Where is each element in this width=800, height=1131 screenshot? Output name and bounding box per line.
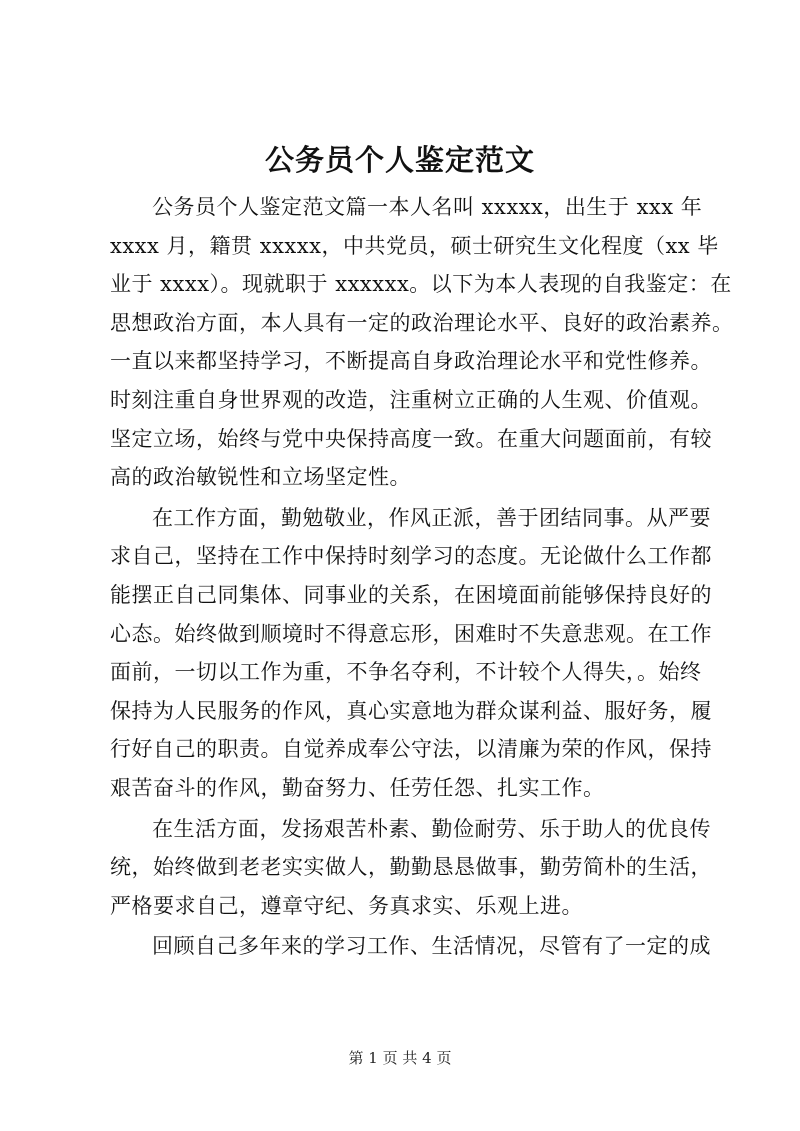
- text-line: 行好自己的职责。自觉养成奉公守法，以清廉为荣的作风，保持: [110, 737, 712, 762]
- text-line: 严格要求自己，遵章守纪、务真求实、乐观上进。: [110, 893, 583, 918]
- text-line: 心态。始终做到顺境时不得意忘形，困难时不失意悲观。在工作: [110, 621, 712, 646]
- text-line: 一直以来都坚持学习，不断提高自身政治理论水平和党性修养。: [110, 349, 712, 374]
- document-body: [110, 188, 734, 966]
- text-line: 时刻注重自身世界观的改造，注重树立正确的人生观、价值观。: [110, 387, 712, 412]
- text-line: 在生活方面，发扬艰苦朴素、勤俭耐劳、乐于助人的优良传: [152, 816, 711, 841]
- text-line: 公务员个人鉴定范文篇一本人名叫 xxxxx，出生于 xxx 年: [152, 195, 703, 219]
- text-line: 求自己，坚持在工作中保持时刻学习的态度。无论做什么工作都: [110, 544, 712, 569]
- text-line: 保持为人民服务的作风，真心实意地为群众谋利益、服好务，履: [110, 698, 712, 723]
- paragraph-4: [110, 927, 711, 966]
- text-line: 面前，一切以工作为重，不争名夺利，不计较个人得失，。始终: [110, 660, 702, 685]
- text-line: 统，始终做到老老实实做人，勤勤恳恳做事，勤劳简朴的生活，: [110, 855, 712, 880]
- paragraph-3: [110, 810, 712, 926]
- text-line: 艰苦奋斗的作风，勤奋努力、任劳任怨、扎实工作。: [110, 775, 605, 800]
- text-line: 回顾自己多年来的学习工作、生活情况，尽管有了一定的成: [152, 934, 711, 959]
- text-line: 坚定立场，始终与党中央保持高度一致。在重大问题面前，有较: [110, 426, 712, 451]
- text-line: xxxx 月，籍贯 xxxxx，中共党员，硕士研究生文化程度（xx 毕: [110, 233, 719, 258]
- text-line: 高的政治敏锐性和立场坚定性。: [110, 465, 411, 490]
- paragraph-1: [110, 188, 734, 497]
- text-line: 思想政治方面，本人具有一定的政治理论水平、良好的政治素养。: [110, 310, 734, 335]
- paragraph-2: [110, 499, 712, 808]
- page-footer: 第 1 页 共 4 页: [348, 1049, 452, 1067]
- text-line: 能摆正自己同集体、同事业的关系，在困境面前能够保持良好的: [110, 582, 712, 607]
- document-title: 公务员个人鉴定范文: [264, 143, 535, 177]
- text-line: 业于 xxxx）。现就职于 xxxxxx。以下为本人表现的自我鉴定：在: [110, 272, 732, 297]
- text-line: 在工作方面，勤勉敬业，作风正派，善于团结同事。从严要: [152, 505, 711, 530]
